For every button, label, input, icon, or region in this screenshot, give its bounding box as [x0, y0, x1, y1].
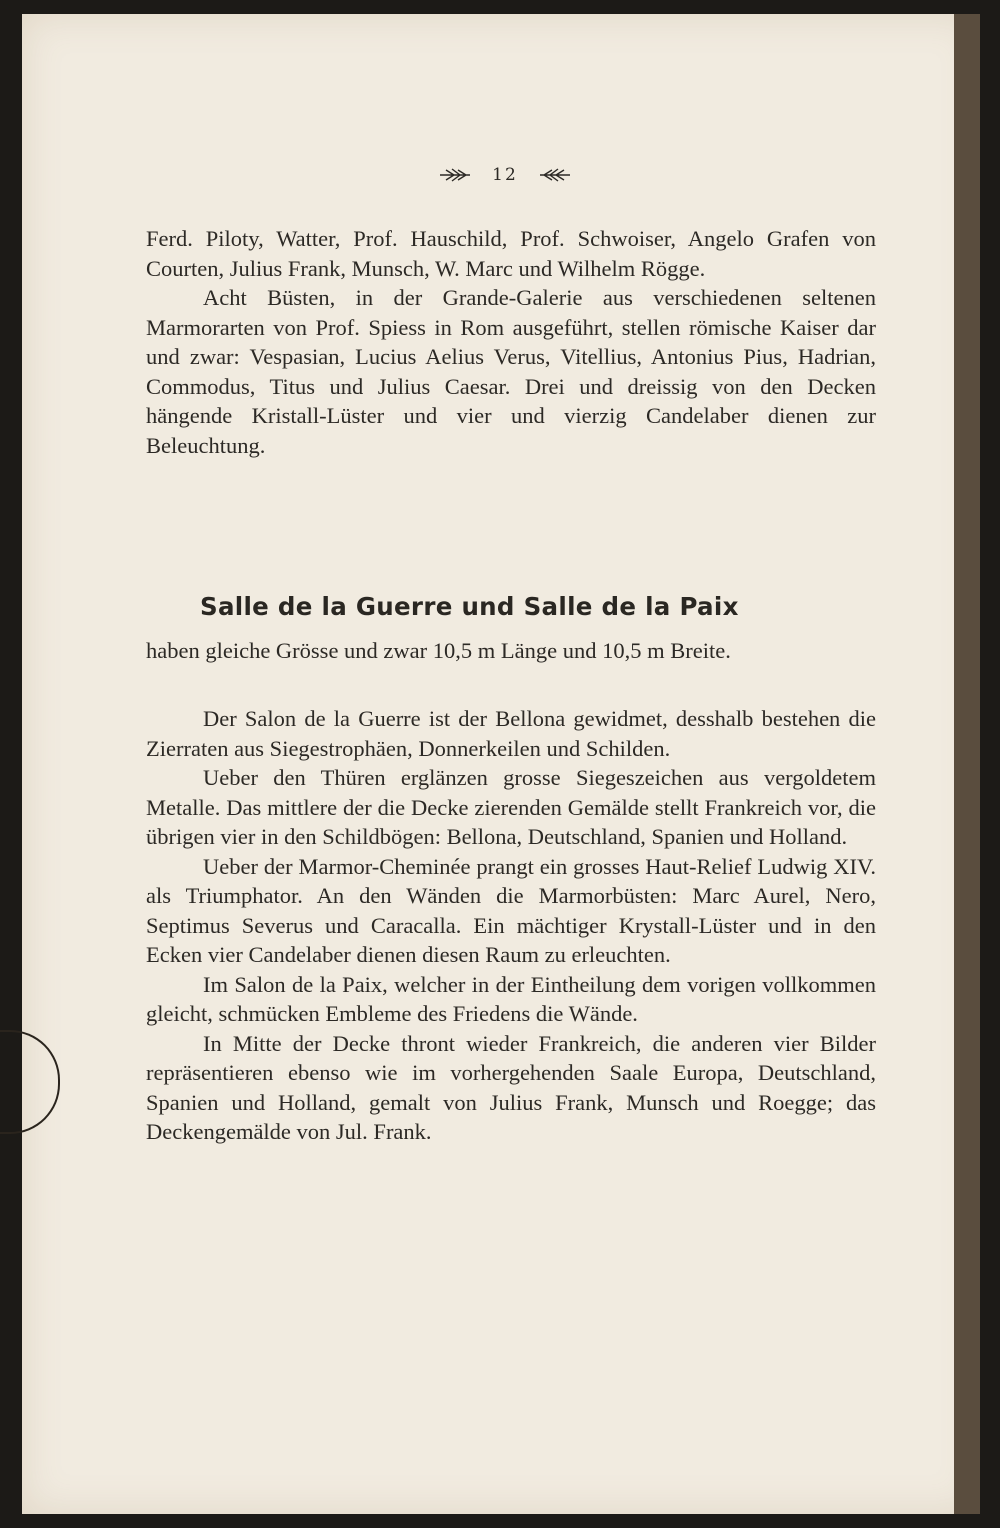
paragraph: Ferd. Piloty, Watter, Prof. Hauschild, Prof. Schwoiser, Angelo Grafen von Courten, Julius Frank, Munsch, W. Marc und Wilhelm Rögge.	[146, 226, 876, 281]
page-edge	[954, 14, 980, 1514]
paragraph: Ueber der Marmor-Cheminée prangt ein grosses Haut-Relief Ludwig XIV. als Triumphator. An den Wänden die Marmorbüsten: Marc Aurel, Nero, Septimus Severus und Caracalla. Ein mächtiger Krystall-Lüster und in den Ecken vier Candelaber dienen diesen Raum zu erleuchten.	[146, 853, 876, 967]
book-page	[22, 14, 980, 1514]
page-header	[420, 160, 590, 190]
text-block-bottom	[146, 704, 876, 1147]
paragraph: Der Salon de la Guerre ist der Bellona gewidmet, desshalb bestehen die Zierraten aus Siegestrophäen, Donnerkeilen und Schilden.	[146, 706, 876, 761]
section-heading: Salle de la Guerre und Salle de la Paix	[200, 592, 739, 621]
right-ornament-icon	[538, 166, 572, 184]
paragraph: Im Salon de la Paix, welcher in der Eintheilung dem vorigen vollkommen gleicht, schmücken Embleme des Friedens die Wände.	[146, 971, 876, 1026]
text-block-top	[146, 224, 876, 460]
paragraph: In Mitte der Decke thront wieder Frankreich, die anderen vier Bilder repräsentieren ebenso wie im vorhergehenden Saale Europa, Deutschland, Spanien und Holland, gemalt von Julius Frank, Munsch und Roegge; das Deckengemälde von Jul. Frank.	[146, 1030, 876, 1144]
paragraph: Ueber den Thüren erglänzen grosse Siegeszeichen aus vergoldetem Metalle. Das mittlere der die Decke zierenden Gemälde stellt Frankreich vor, die übrigen vier in den Schildbögen: Bellona, Deutschland, Spanien und Holland.	[146, 765, 876, 849]
left-ornament-icon	[438, 166, 472, 184]
section-subheading: haben gleiche Grösse und zwar 10,5 m Länge und 10,5 m Breite.	[146, 638, 731, 663]
page-number: 12	[492, 165, 518, 185]
paragraph: Acht Büsten, in der Grande-Galerie aus verschiedenen seltenen Marmorarten von Prof. Spiess in Rom ausgeführt, stellen römische Kaiser dar und zwar: Vespasian, Lucius Aelius Verus, Vitellius, Antonius Pius, Hadrian, Commodus, Titus und Julius Caesar. Drei und dreissig von den Decken hängende Kristall-Lüster und vier und vierzig Candelaber dienen zur Beleuchtung.	[146, 285, 876, 458]
